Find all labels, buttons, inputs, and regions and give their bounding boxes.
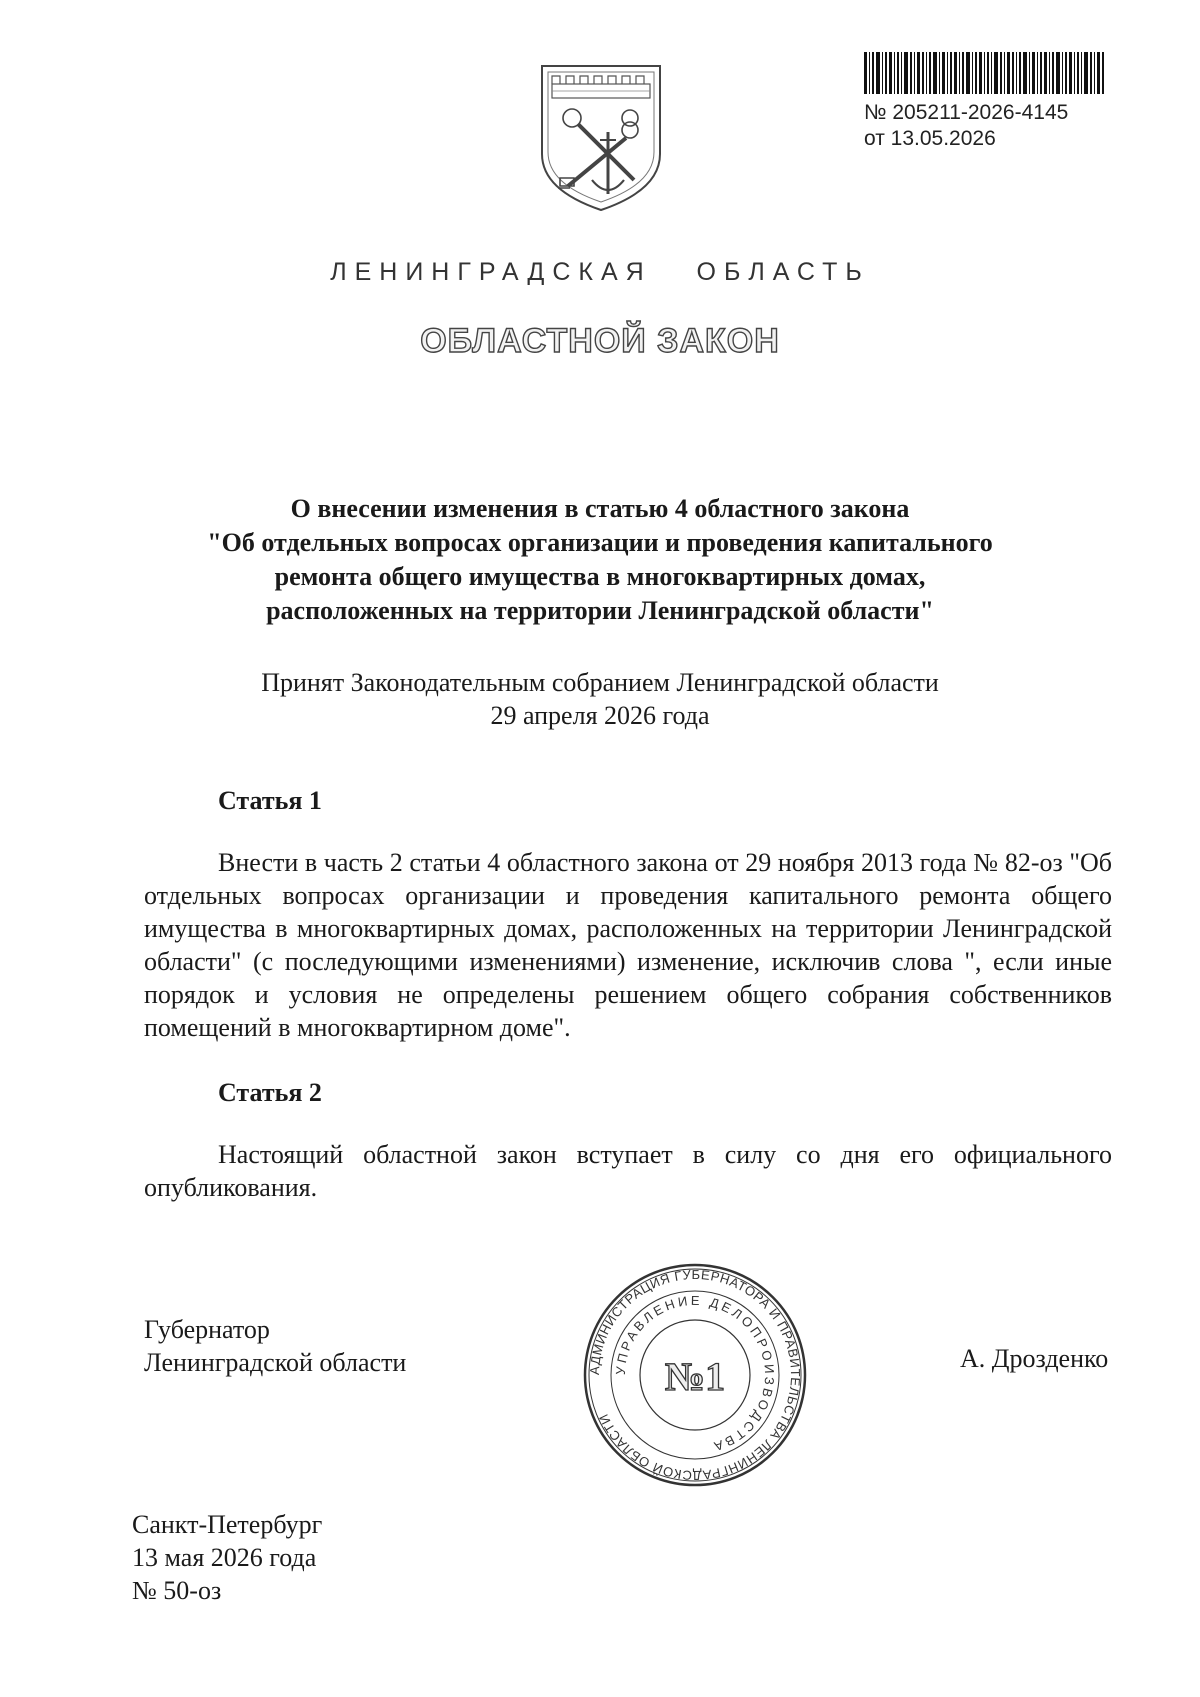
governor-position: Губернатор [144, 1315, 270, 1344]
signing-details [132, 1508, 322, 1607]
barcode-icon [864, 52, 1104, 94]
registration-date: от 13.05.2026 [864, 127, 996, 150]
article-1-heading: Статья 1 [218, 786, 322, 815]
article-2-heading: Статья 2 [218, 1078, 322, 1107]
article-1-text: Внести в часть 2 статьи 4 областного закона от 29 ноября 2013 года № 82-оз "Об отдельных вопросах организации и проведения капитального ремонта общего имущества в многоквартирных домах, расположенных на территории Ленинградской области" (с последующими изменениями) изменение, исключив слова ", если иные порядок и условия не определены решением общего собрания собственников помещений в многоквартирном доме". [144, 848, 1112, 1042]
adoption-note [150, 666, 1050, 732]
seal-outer-text: АДМИНИСТРАЦИЯ ГУБЕРНАТОРА И ПРАВИТЕЛЬСТВА ЛЕНИНГРАДСКОЙ ОБЛАСТИ [586, 1266, 804, 1484]
law-number: № 50-оз [132, 1576, 222, 1605]
signing-date: 13 мая 2026 года [132, 1543, 317, 1572]
article-2-text: Настоящий областной закон вступает в силу со дня его официального опубликования. [144, 1140, 1112, 1202]
law-title [150, 492, 1050, 628]
seal-inner-text: УПРАВЛЕНИЕ ДЕЛОПРОИЗВОДСТВА [612, 1292, 778, 1455]
governor-region: Ленинградской области [144, 1348, 407, 1377]
coat-of-arms-icon [538, 62, 664, 214]
title-line: О внесении изменения в статью 4 областного закона [290, 494, 910, 523]
governor-name: А. Дрозденко [960, 1344, 1109, 1373]
registration-block [864, 100, 1068, 152]
seal-center-number: №1 [664, 1354, 726, 1399]
title-line: "Об отдельных вопросах организации и проведения капитального [207, 528, 993, 557]
adoption-body: Принят Законодательным собранием Ленинградской области [261, 668, 939, 697]
registration-number: № 205211-2026-4145 [864, 101, 1069, 124]
title-line: ремонта общего имущества в многоквартирных домах, [274, 562, 926, 591]
signing-city: Санкт-Петербург [132, 1510, 323, 1539]
governor-title [144, 1313, 406, 1379]
region-name: ЛЕНИНГРАДСКАЯ ОБЛАСТЬ [330, 258, 870, 286]
official-seal [580, 1260, 810, 1490]
adoption-date: 29 апреля 2026 года [490, 701, 710, 730]
document-kind: ОБЛАСТНОЙ ЗАКОН [420, 322, 780, 360]
title-line: расположенных на территории Ленинградской области" [266, 596, 934, 625]
